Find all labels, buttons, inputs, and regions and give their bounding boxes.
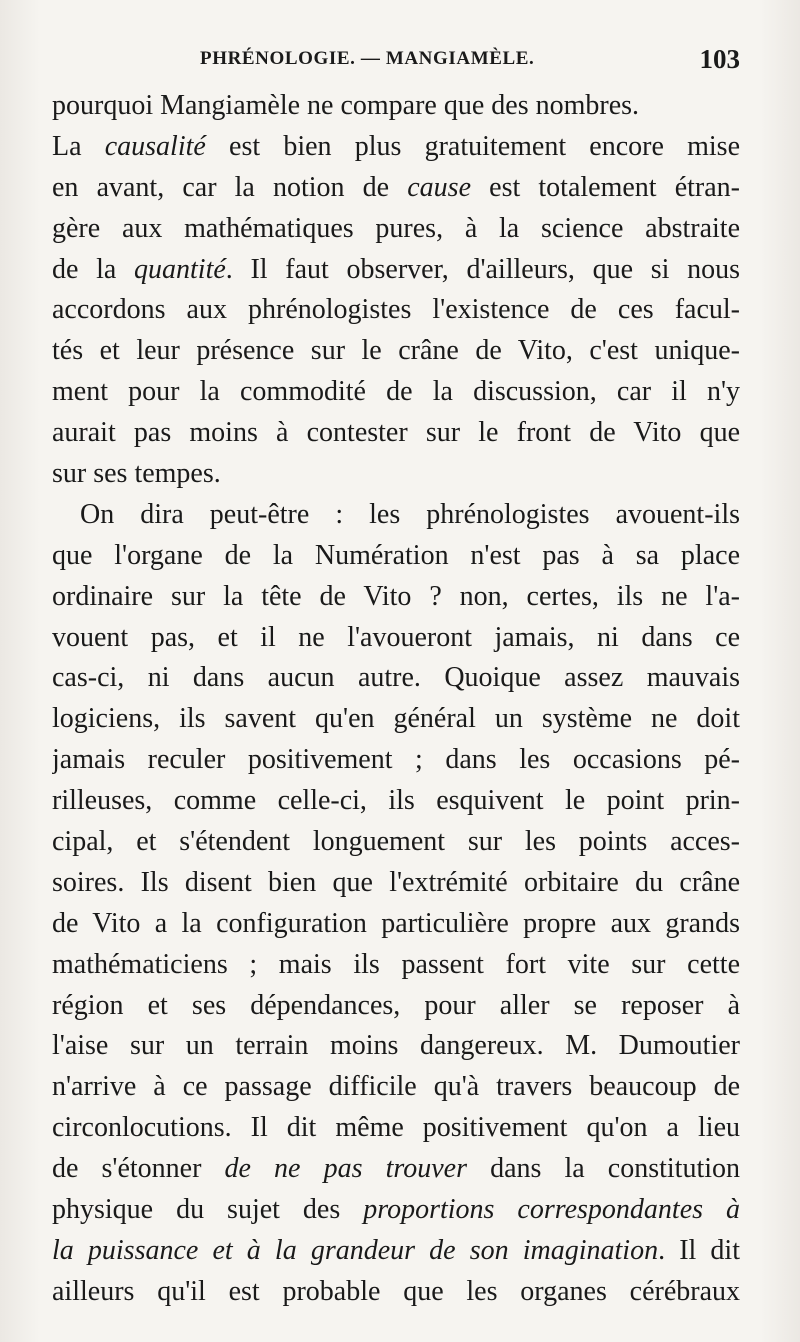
text-line (52, 495, 740, 536)
italic-run: cause (407, 171, 472, 203)
text-line (52, 372, 740, 413)
text-line (52, 1067, 740, 1108)
text-run: dans la constitution (466, 1153, 740, 1185)
text-run: tés et leur présence sur le crâne de Vito, c'est unique- (52, 335, 740, 367)
text-line (52, 413, 740, 454)
text-line (52, 1108, 740, 1149)
text-line (52, 986, 740, 1027)
text-run: . Il faut observer, d'ailleurs, que si nous (225, 253, 740, 285)
text-line (52, 454, 740, 495)
text-run: aurait pas moins à contester sur le front de Vito que (52, 417, 740, 449)
text-run: de Vito a la configuration particulière propre aux grands (52, 907, 740, 939)
text-line (52, 536, 740, 577)
text-run: soires. Ils disent bien que l'extrémité orbitaire du crâne (52, 866, 740, 898)
text-run: ordinaire sur la tête de Vito ? non, certes, ils ne l'a- (52, 580, 740, 612)
text-line (52, 822, 740, 863)
text-run: La (52, 130, 105, 162)
text-run: sur ses tempes. (52, 458, 221, 490)
running-title: PHRÉNOLOGIE. — MANGIAMÈLE. (200, 48, 535, 69)
text-run: cas-ci, ni dans aucun autre. Quoique assez mauvais (52, 662, 740, 694)
text-run: rilleuses, comme celle-ci, ils esquivent le point prin- (52, 785, 740, 817)
text-run: région et ses dépendances, pour aller se reposer à (52, 989, 740, 1021)
text-line (52, 1272, 740, 1313)
page-number: 103 (699, 44, 740, 74)
italic-run: proportions correspondantes à (363, 1194, 740, 1226)
text-run: circonlocutions. Il dit même positivement qu'on a lieu (52, 1112, 740, 1144)
text-run: de la (52, 253, 135, 285)
text-line (52, 250, 740, 291)
text-line (52, 1231, 740, 1272)
text-run: pourquoi Mangiamèle ne compare que des nombres. (52, 90, 640, 121)
text-line (52, 781, 740, 822)
text-run: On dira peut-être : les phrénologistes avouent-ils (80, 498, 740, 530)
running-head (52, 44, 740, 76)
text-run: vouent pas, et il ne l'avoueront jamais, ni dans ce (52, 621, 740, 653)
text-run: ailleurs qu'il est probable que les organes cérébraux (52, 1275, 740, 1307)
text-line (52, 1026, 740, 1067)
text-run: est totalement étran- (471, 171, 740, 203)
text-run: en avant, car la notion de (52, 171, 408, 203)
text-line (52, 168, 740, 209)
text-run: mathématiciens ; mais ils passent fort vite sur cette (52, 948, 740, 980)
text-line (52, 699, 740, 740)
text-line (52, 331, 740, 372)
italic-run: causalité (104, 130, 206, 162)
text-line (52, 577, 740, 618)
text-line (52, 618, 740, 659)
text-line (52, 290, 740, 331)
text-line (52, 86, 740, 127)
italic-run: quantité (134, 253, 226, 285)
text-line (52, 209, 740, 250)
text-run: physique du sujet des (52, 1194, 364, 1226)
italic-run: de ne pas trouver (224, 1153, 467, 1185)
text-line (52, 127, 740, 168)
text-run: . Il dit (658, 1234, 740, 1266)
text-line (52, 863, 740, 904)
text-run: n'arrive à ce passage difficile qu'à travers beaucoup de (52, 1071, 740, 1103)
text-run: accordons aux phrénologistes l'existence de ces facul- (52, 294, 740, 326)
body-text (52, 86, 740, 1313)
text-line (52, 904, 740, 945)
text-line (52, 740, 740, 781)
text-run: gère aux mathématiques pures, à la science abstraite (52, 212, 740, 244)
text-run: est bien plus gratuitement encore mise (205, 130, 740, 162)
text-run: ment pour la commodité de la discussion, car il n'y (52, 376, 740, 408)
text-line (52, 1149, 740, 1190)
text-run: logiciens, ils savent qu'en général un système ne doit (52, 703, 740, 735)
text-line (52, 945, 740, 986)
text-run: l'aise sur un terrain moins dangereux. M. Dumoutier (52, 1030, 740, 1062)
text-run: cipal, et s'étendent longuement sur les points acces- (52, 826, 740, 858)
italic-run: la puissance et à la grandeur de son imagination (52, 1234, 659, 1266)
text-run: que l'organe de la Numération n'est pas à sa place (52, 539, 740, 571)
text-line (52, 658, 740, 699)
text-run: jamais reculer positivement ; dans les occasions pé- (52, 744, 740, 776)
text-run: de s'étonner (52, 1153, 225, 1185)
text-line (52, 1190, 740, 1231)
